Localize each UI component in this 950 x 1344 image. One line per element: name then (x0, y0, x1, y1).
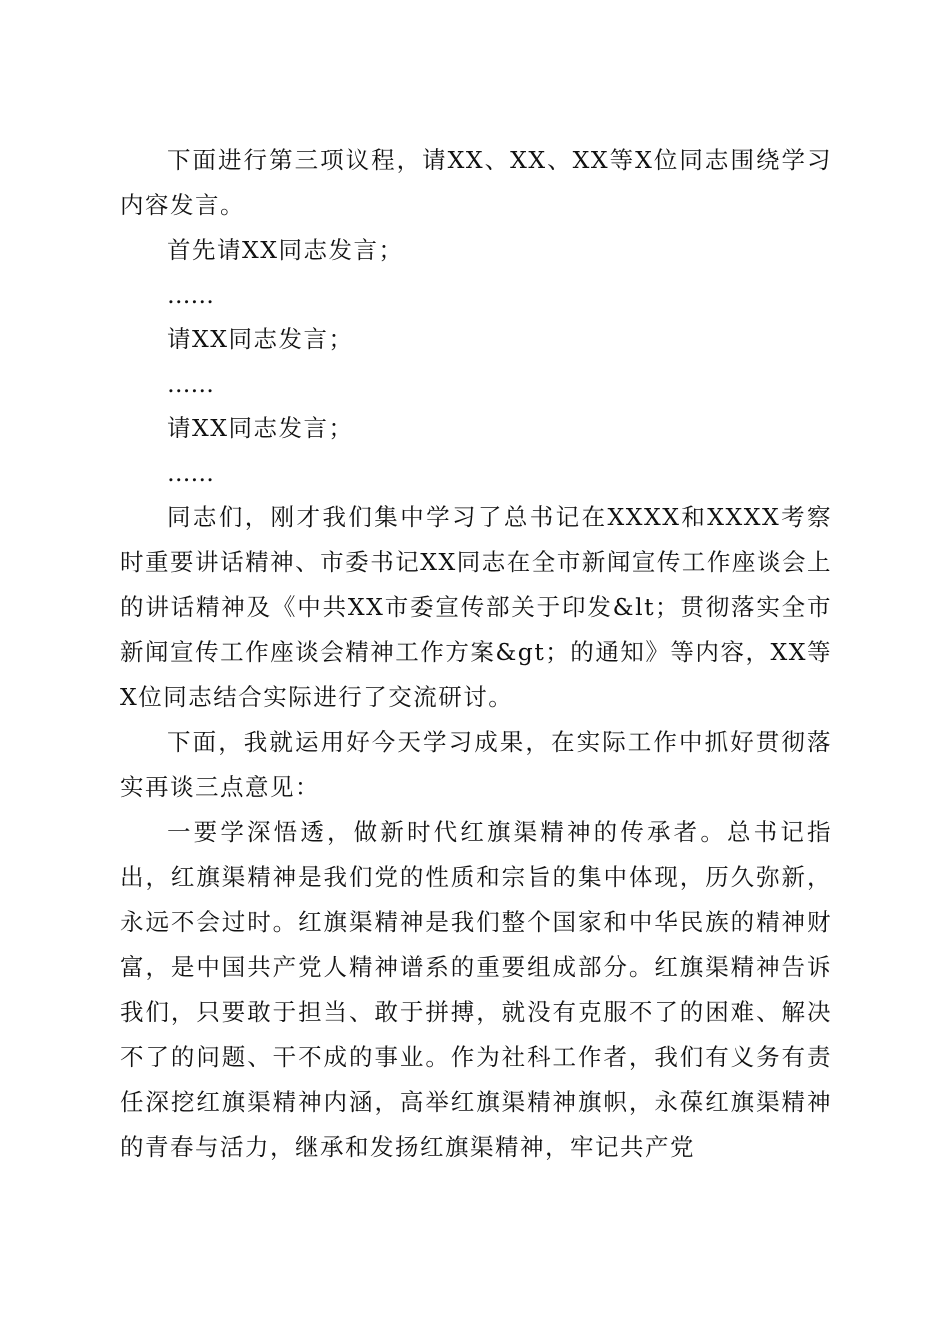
paragraph-summary: 同志们，刚才我们集中学习了总书记在XXXX和XXXX考察时重要讲话精神、市委书记XX同志在全市新闻宣传工作座谈会上的讲话精神及《中共XX市委宣传部关于印发&lt；贯彻落实全市新闻宣传工作座谈会精神工作方案&gt；的通知》等内容，XX等X位同志结合实际进行了交流研讨。 (120, 503, 832, 711)
ellipsis-2: …… (167, 370, 214, 398)
paragraph-first-speaker: 首先请XX同志发言； (167, 236, 404, 264)
paragraph-third-speaker: 请XX同志发言； (167, 414, 354, 442)
paragraph-second-speaker: 请XX同志发言； (167, 325, 354, 353)
paragraph-transition: 下面，我就运用好今天学习成果，在实际工作中抓好贯彻落实再谈三点意见： (120, 728, 832, 801)
ellipsis-3: …… (167, 459, 214, 487)
document-body (120, 138, 832, 1170)
paragraph-point-one: 一要学深悟透，做新时代红旗渠精神的传承者。总书记指出，红旗渠精神是我们党的性质和宗旨的集中体现，历久弥新，永远不会过时。红旗渠精神是我们整个国家和中华民族的精神财富，是中国共产党人精神谱系的重要组成部分。红旗渠精神告诉我们，只要敢于担当、敢于拼搏，就没有克服不了的困难、解决不了的问题、干不成的事业。作为社科工作者，我们有义务有责任深挖红旗渠精神内涵，高举红旗渠精神旗帜，永葆红旗渠精神的青春与活力，继承和发扬红旗渠精神，牢记共产党 (120, 818, 832, 1161)
ellipsis-1: …… (167, 281, 214, 309)
paragraph-agenda: 下面进行第三项议程，请XX、XX、XX等X位同志围绕学习内容发言。 (120, 146, 832, 219)
